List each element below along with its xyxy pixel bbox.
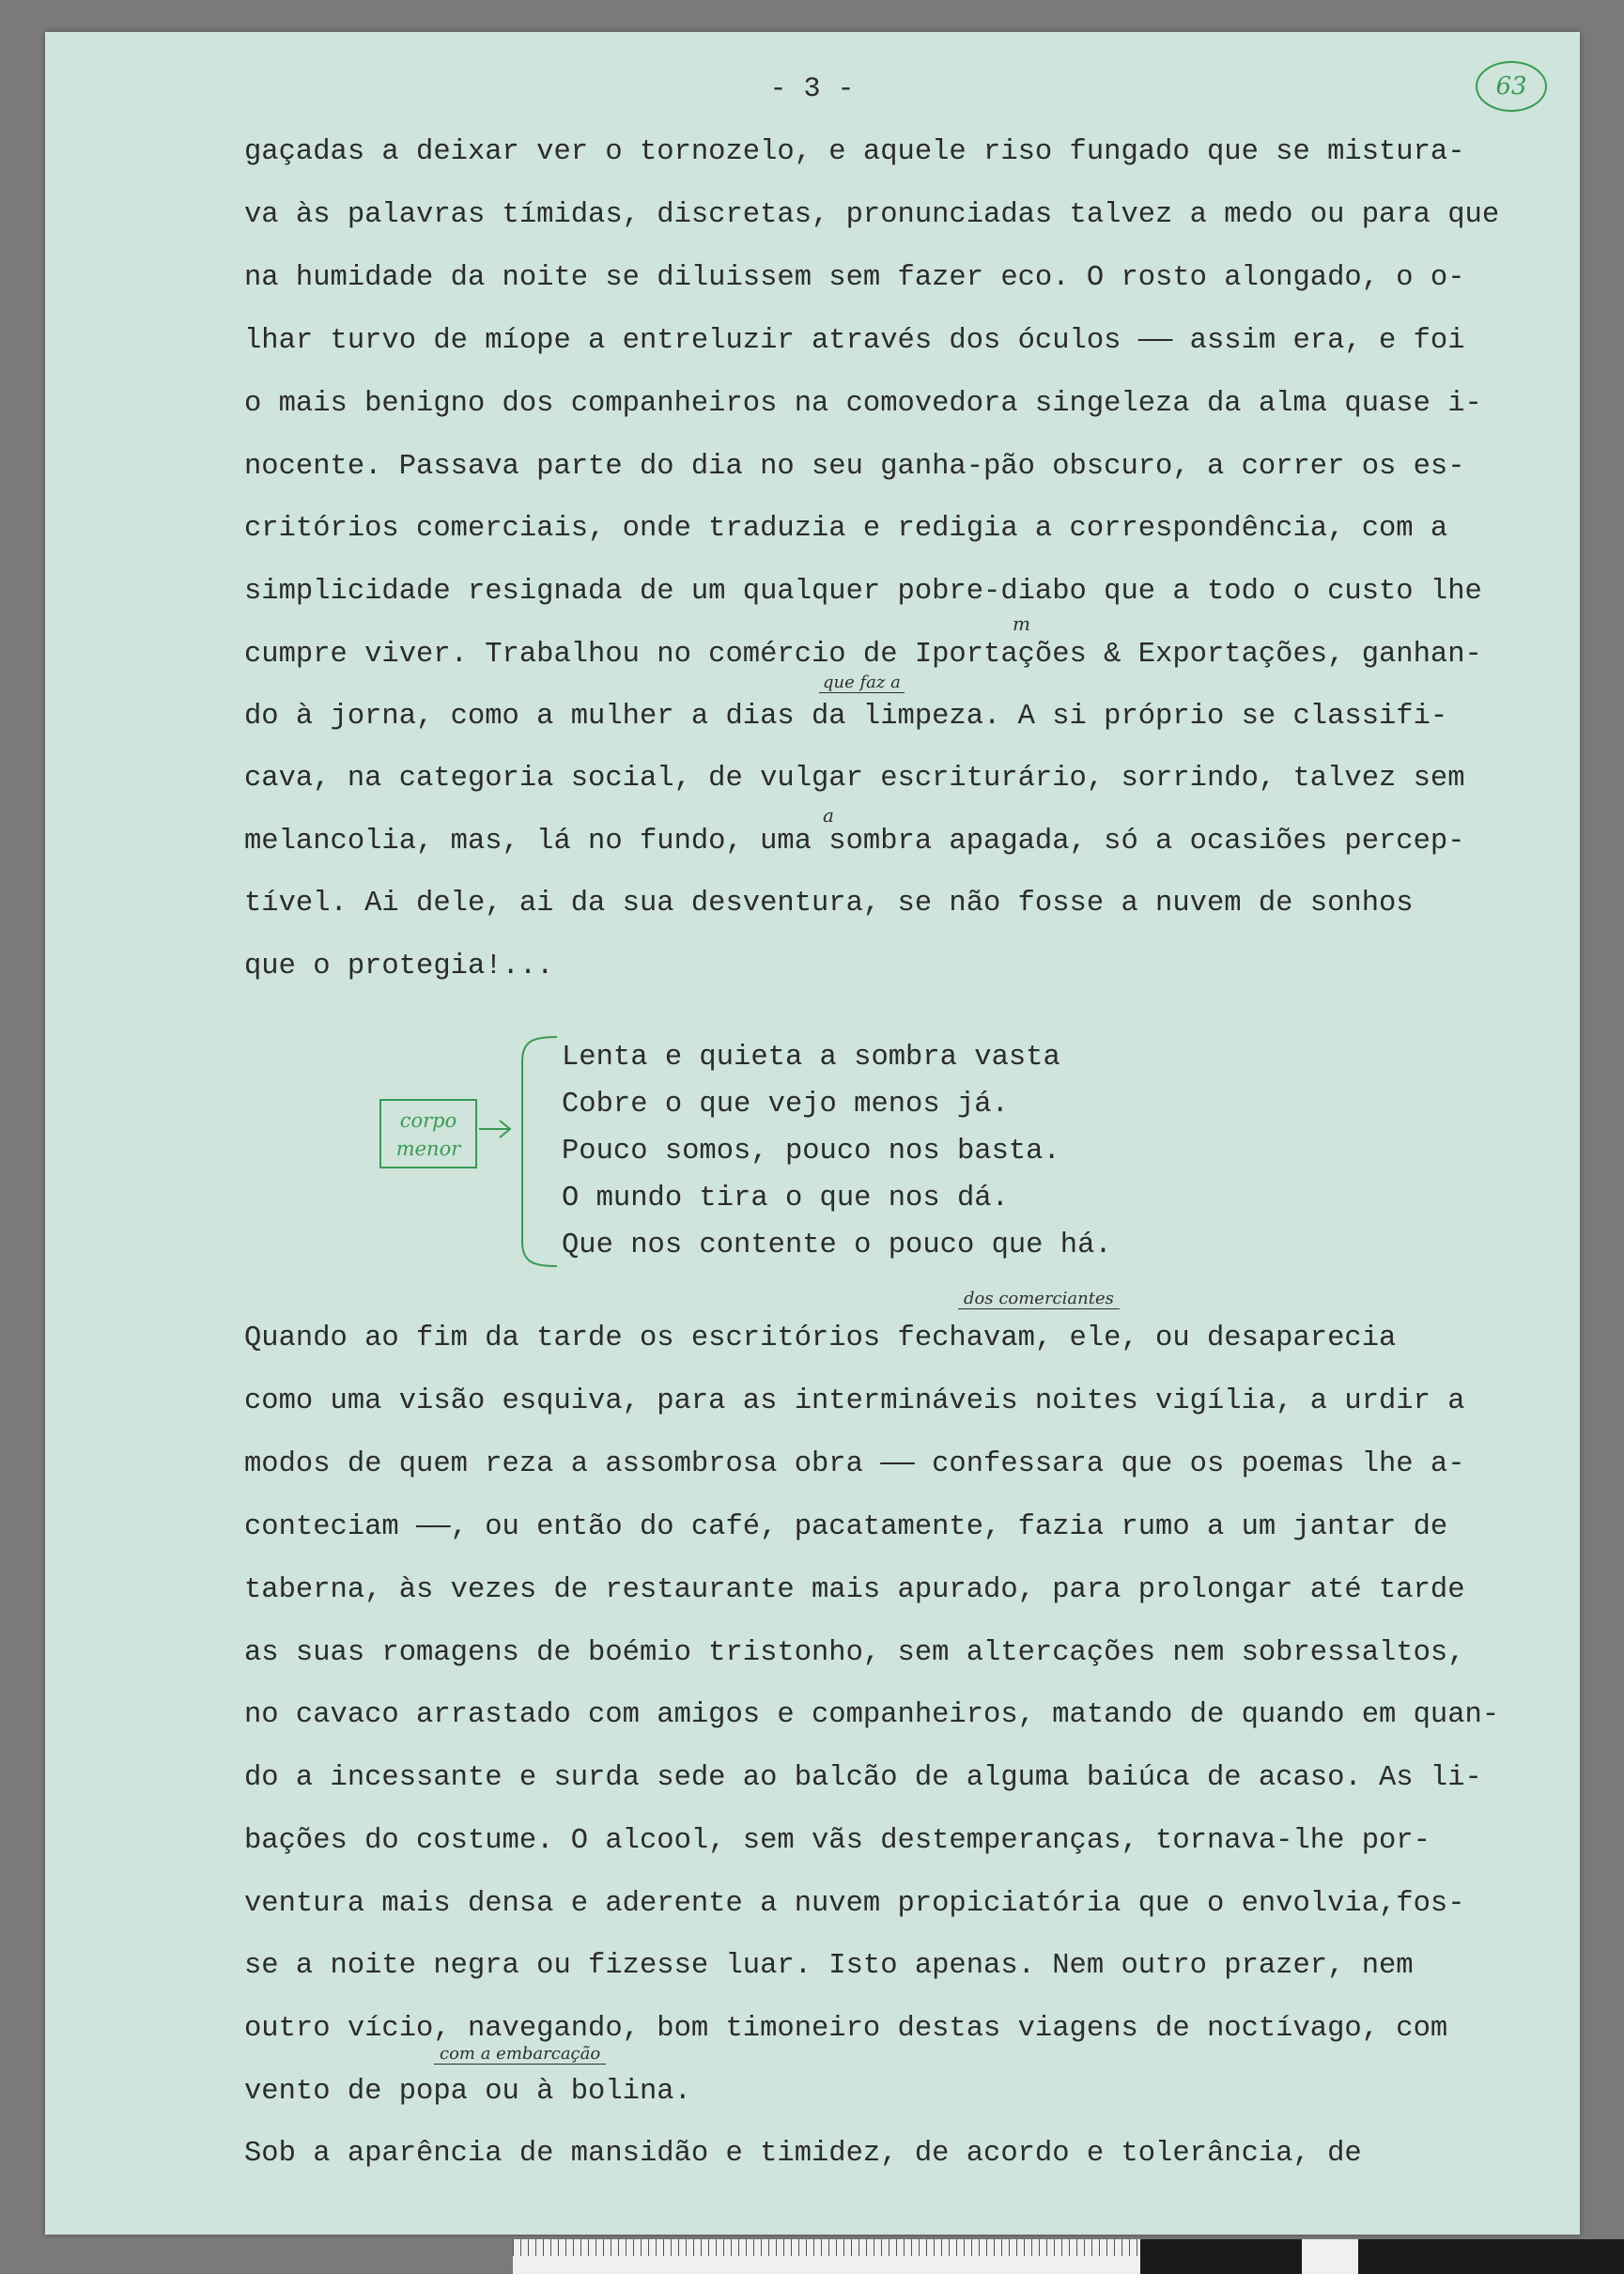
text-line: ventura mais densa e aderente a nuvem propiciatória que o envolvia,fos- [244, 1888, 1465, 1920]
text-line: va às palavras tímidas, discretas, pronunciadas talvez a medo ou para que [244, 199, 1500, 231]
text-line: lhar turvo de míope a entreluzir através dos óculos —— assim era, e foi [244, 325, 1465, 357]
handwritten-insert-dos-comerciantes: dos comerciantes [958, 1289, 1120, 1309]
ruler-ticks [513, 2239, 1140, 2274]
text-line: do a incessante e surda sede ao balcão de alguma baiúca de acaso. As li- [244, 1762, 1482, 1794]
handwritten-insert-m: m [1013, 612, 1030, 635]
text-line: no cavaco arrastado com amigos e companheiros, matando de quando em quan- [244, 1699, 1500, 1731]
text-line: outro vício, navegando, bom timoneiro destas viagens de noctívago, com [244, 2013, 1448, 2045]
verse-line: Que nos contente o pouco que há. [562, 1230, 1112, 1261]
text-line: critórios comerciais, onde traduzia e redigia a correspondência, com a [244, 513, 1448, 545]
handwritten-insert-que-faz-a: que faz a [819, 673, 905, 693]
text-line: conteciam ——, ou então do café, pacatamente, fazia rumo a um jantar de [244, 1511, 1448, 1543]
text-line: cava, na categoria social, de vulgar escriturário, sorrindo, talvez sem [244, 763, 1465, 795]
handwritten-insert-a: a [823, 804, 834, 827]
text-line: que o protegia!... [244, 951, 554, 982]
margin-note-line: corpo [399, 1109, 457, 1132]
scan-scale-ruler [513, 2239, 1624, 2274]
text-line: vento de popa ou à bolina. [244, 2076, 691, 2108]
ruler-dark-block [1140, 2239, 1624, 2274]
text-line: gaçadas a deixar ver o tornozelo, e aquele riso fungado que se mistura- [244, 136, 1465, 168]
text-line: nocente. Passava parte do dia no seu ganha-pão obscuro, a correr os es- [244, 451, 1465, 483]
text-line: melancolia, mas, lá no fundo, uma sombra apagada, só a ocasiões percep- [244, 826, 1465, 858]
margin-note-line: menor [395, 1137, 461, 1160]
text-line: taberna, às vezes de restaurante mais apurado, para prolongar até tarde [244, 1574, 1465, 1606]
text-line: na humidade da noite se diluissem sem fazer eco. O rosto alongado, o o- [244, 262, 1465, 294]
folio-number-circled: 63 [1476, 61, 1547, 112]
verse-bracket-mark [515, 1033, 562, 1270]
text-line: do à jorna, como a mulher a dias da limpeza. A si próprio se classifi- [244, 701, 1448, 733]
verse-line: Pouco somos, pouco nos basta. [562, 1136, 1060, 1168]
verse-line: Lenta e quieta a sombra vasta [562, 1042, 1060, 1074]
margin-note-corpo-menor [379, 1099, 477, 1168]
text-line: modos de quem reza a assombrosa obra —— confessara que os poemas lhe a- [244, 1448, 1465, 1480]
text-line: cumpre viver. Trabalhou no comércio de Iportações & Exportações, ganhan- [244, 639, 1482, 671]
text-line: as suas romagens de boémio tristonho, sem altercações nem sobressaltos, [244, 1637, 1465, 1669]
text-line: se a noite negra ou fizesse luar. Isto apenas. Nem outro prazer, nem [244, 1950, 1414, 1982]
text-line: bações do costume. O alcool, sem vãs destemperanças, tornava-lhe por- [244, 1825, 1431, 1857]
page-number: - 3 - [769, 73, 855, 105]
ruler-light-block [1302, 2239, 1358, 2274]
text-line: Quando ao fim da tarde os escritórios fechavam, ele, ou desaparecia [244, 1323, 1397, 1354]
verse-line: O mundo tira o que nos dá. [562, 1183, 1009, 1214]
text-line: como uma visão esquiva, para as intermináveis noites vigília, a urdir a [244, 1385, 1465, 1417]
text-line: tível. Ai dele, ai da sua desventura, se não fosse a nuvem de sonhos [244, 888, 1414, 920]
verse-line: Cobre o que vejo menos já. [562, 1089, 1009, 1121]
text-line: Sob a aparência de mansidão e timidez, de acordo e tolerância, de [244, 2138, 1362, 2170]
margin-arrow-icon [477, 1116, 515, 1144]
text-line: simplicidade resignada de um qualquer pobre-diabo que a todo o custo lhe [244, 576, 1482, 608]
text-line: o mais benigno dos companheiros na comovedora singeleza da alma quase i- [244, 388, 1482, 420]
handwritten-insert-com-a-embarcacao: com a embarcação [434, 2044, 606, 2065]
